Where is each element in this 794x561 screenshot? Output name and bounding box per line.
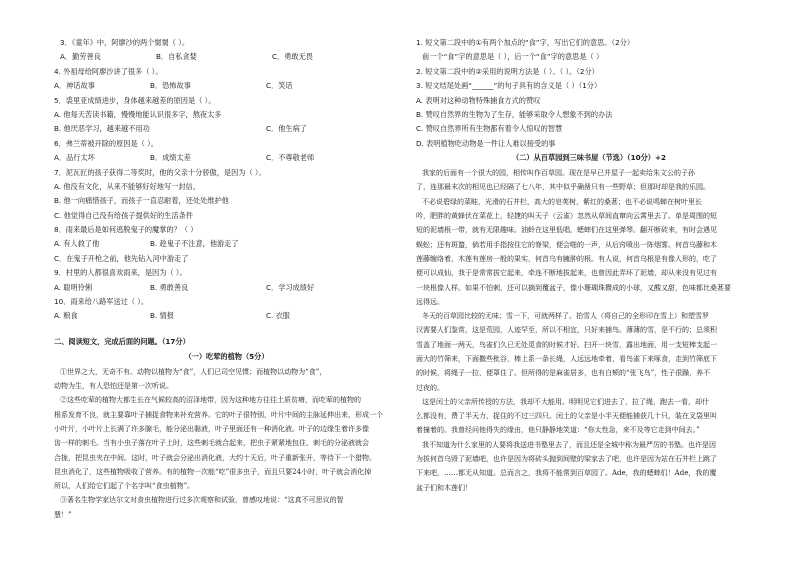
passage-line [54, 508, 399, 522]
right-question-3-option-b: B. 赞叹自然界的生物为了生存，能够采取令人想象不到的办法 [416, 109, 613, 119]
right-question-3-option-a: A. 表明对这种动物特殊捕食方式的赞叹 [416, 95, 541, 105]
passage-line: 了，连那最末次的相见也已经隔了七八年，其中似乎确凿只有一些野草；但那时却是我的乐园。 [416, 183, 710, 192]
passage-line: 动物为生，有人恐怕还是第一次听说。 [54, 382, 173, 391]
option-b: B．成绩太差 [150, 153, 191, 163]
question-5: 5．裘里亚成绩进步，身体越来越差的原因是（ ）。 [54, 95, 216, 105]
passage-line: 下来吧，……都无从知道。总而言之，我将不能常到百草园了。Ade，我的蟋蟀们！Ade，我的覆 [416, 469, 717, 478]
question-6: 6．弗兰蒂被开除的原因是（ ）。 [54, 138, 158, 148]
option-c: C. 衣服 [266, 311, 290, 321]
passage-line: 的时候，将绳子一拉，便罩住了。但所得的是麻雀居多，也有白颊的“张飞鸟”，性子很躁，养不 [416, 369, 711, 378]
passage-line: 着撞着的。我曾经问他得失的缘由，他只静静地笑道：“你太性急，来不及等它走到中间去。” [416, 426, 700, 435]
option-a: A. 聪明伶俐 [54, 282, 93, 292]
section-heading: 二、阅读短文，完成后面的问题。（17分） [54, 336, 190, 346]
right-question-3-option-c: C. 赞叹自然界所有生物都有着令人惊叹的智慧 [416, 124, 563, 134]
passage-line: 远得远。 [416, 297, 444, 306]
option-a: A．神话故事 [54, 81, 95, 91]
passage-line: 昆虫消化了，这些植物吸收了营养。有的植物一次能“吃”很多虫子，而且只要24小时，叶子就会消化掉 [54, 467, 372, 476]
passage-line: 面大的竹筛来，下面撒些秕谷，棒上系一条长绳，人远远地牵着，看鸟雀下来啄食，走到竹筛底下 [416, 354, 717, 363]
option-b: B. 趁鬼子不注意，他游走了 [150, 239, 239, 249]
right-question-2: 2. 短文第二段中的②采用的说明方法是（ ）、（ ）。（2分） [416, 66, 599, 76]
passage-line: 根系发育不良，就主要靠叶子捕捉食物来补充营养。它的叶子很特别，叶片中间的主脉延伸出来，形成一个 [54, 410, 383, 419]
option-c: C．学习成绩好 [266, 282, 315, 292]
left-column [54, 36, 399, 522]
option-c: C．不尊敬老师 [266, 153, 315, 163]
passage-line [54, 493, 399, 507]
right-question-3-option-d: D. 表明植物吃动物是一件让人难以接受的事 [416, 138, 556, 148]
passage-line: 为拔何首乌毁了泥墙吧，也许是因为将砖头抛到间壁的梁家去了吧，也许是因为站在石井栏上跳了 [416, 455, 717, 464]
question-5-options [54, 122, 399, 136]
question-7: 7．泥瓦匠的孩子获得二等奖时，他的父亲十分骄傲，是因为（ ）。 [54, 167, 266, 177]
question-8: 8．雨来最后是如何逃脱鬼子的魔掌的？（ ） [54, 225, 198, 235]
question-3: 3．《童年》中，阿廖沙的两个舅舅（ ）。 [60, 38, 190, 47]
passage-line: ②这些吃荤的植物大都生长在气候较高的沼泽地带，因为这种地方往往土质贫瘠，而吃荤的植物的 [60, 396, 361, 405]
passage-line: 我不知道为什么家里的人要将我送进书塾里去了，而且还是全城中称为最严厉的书塾。也许是因 [422, 440, 716, 449]
passage-body [54, 365, 399, 522]
passage-line: 短的泥墙根一带，就有无限趣味。油蛉在这里低唱，蟋蟀们在这里弹琴。翻开断砖来，有时会遇见 [416, 226, 717, 235]
passage-line: 这是闰土的父亲所传授的方法，我却不大能用。明明见它们进去了，拉了绳，跑去一看，却什 [422, 397, 709, 406]
option-a: A. 粮食 [54, 311, 78, 321]
passage-2-title: （二）从百草园到三味书屋（节选）（10分）+2 [512, 153, 666, 163]
passage-line: 汉需要人们鉴赏，这是荒园，人迹罕至，所以不相宜，只好来捕鸟。薄薄的雪，是不行的；总须积 [416, 326, 717, 335]
option-b: B. 他厌恶学习，越来越不用功 [54, 124, 150, 134]
option-a: A．勤劳善良 [60, 52, 101, 62]
option-c: C．笑话 [266, 81, 293, 91]
passage-line: 我家的后面有一个很大的园，相传叫作百草园。现在是早已并屋子一起卖给朱文公的子孙 [422, 169, 695, 178]
question-10-options [54, 309, 399, 323]
option-b: B．自私贪婪 [156, 52, 197, 62]
passage-line: 不必说碧绿的菜畦，光滑的石井栏，高大的皂荚树，紫红的桑葚；也不必说鸣蝉在树叶里长 [422, 197, 702, 206]
passage-line: 齿一样的刺毛。当有小虫子落在叶子上时，这些刺毛就合起来，把虫子紧紧地包住，刺毛的分泌液就会 [54, 439, 369, 448]
question-7-option-c: C. 他觉得自己没有给孩子提供好的生活条件 [54, 210, 193, 220]
passage-line: 合拢，把昆虫夹在中间。这时，叶子就会分泌出消化液，大约十天后，叶子重新张开，等待下一个猎物。 [54, 453, 376, 462]
question-3-options [54, 50, 399, 64]
question-4-options [54, 79, 399, 93]
option-b: B．恐怖故事 [150, 81, 191, 91]
passage-2-body [416, 166, 762, 495]
question-8-option-c: C．在鬼子开枪之前，他先钻入河中游走了 [54, 253, 189, 263]
right-question-1: 1. 短文第二段中的①有两个加点的“食”字，写出它们的意思。（2分） [416, 38, 635, 47]
question-6-options [54, 151, 399, 165]
question-10: 10．雨来给八路军送过（ ）。 [54, 297, 149, 307]
option-c: C．他生病了 [266, 124, 307, 134]
passage-title: （一）吃荤的植物（5分） [184, 351, 269, 361]
passage-line: 雪盖了地面一两天，鸟雀们久已无处觅食的时候才好。扫开一块雪，露出地面，用一支短棒支起一 [416, 340, 717, 349]
passage-line: 过夜的。 [416, 383, 444, 392]
passage-line: 冬天的百草园比较的无味；雪一下，可就两样了。拍雪人（将自己的全形印在雪上）和塑雪罗 [422, 312, 709, 321]
right-column [416, 36, 762, 495]
right-question-1-line: 前一个“食”字的意思是（ ），后一个“食”字的意思是（ ） [422, 52, 604, 62]
passage-line: 所以，人们给它们起了个名字叫“食虫植物”。 [54, 482, 195, 491]
passage-line: 莲藤缠络着，木莲有莲房一般的果实，何首乌有臃肿的根。有人说，何首乌根是有像人形的，吃了 [416, 254, 717, 263]
passage-line: 一块根像人样。如果不怕刺，还可以摘到覆盆子，像小珊瑚珠攒成的小球，又酸又甜，色味都比桑葚要 [416, 283, 731, 292]
passage-line: 盆子们和木莲们！ [416, 483, 472, 492]
question-8-options [54, 237, 399, 251]
question-5-option-a: A. 他每天苦读书籍，慢慢地能认识很多字，熬夜太多 [54, 109, 222, 119]
question-7-option-a: A. 他没有文化，从来不能够好好地写一封信。 [54, 181, 200, 191]
passage-line: 吟，肥胖的黄蜂伏在菜花上，轻捷的叫天子（云雀）忽然从草间直窜向云霄里去了。单是周围的短 [416, 212, 717, 221]
passage-line: 么都没有，费了半天力，捉住的不过三四只。闰土的父亲是小半天便能捕获几十只，装在叉袋里叫 [416, 412, 717, 421]
option-a: A. 有人救了他 [54, 239, 100, 249]
question-7-option-b: B. 他一向痛惜孩子，而孩子一直忍耐着，还处处维护他 [54, 196, 229, 206]
option-b: B. 勇敢善良 [150, 282, 189, 292]
right-question-3: 3. 短文结尾处画“______”的句子具有的含义是（ ）（1分） [416, 81, 602, 91]
underlined-quote: “这真不可思议的智 [284, 493, 344, 507]
option-b: B. 情报 [150, 311, 174, 321]
question-9: 9．村里的人都很喜欢雨来，是因为（ ）。 [54, 268, 187, 278]
option-c: C．勇敢无畏 [272, 52, 313, 62]
passage-text: ③著名生物学家达尔文对食虫植物进行过多次观察和试验，曾感叹地说： [60, 496, 284, 505]
question-4: 4. 外祖母给阿廖沙讲了很多（ ）。 [54, 66, 163, 76]
passage-line: 蜈蚣；还有斑蝥，倘若用手指按住它的脊梁，便会啪的一声，从后窍喷出一阵烟雾。何首乌藤和木 [416, 240, 717, 249]
passage-line: ①世界之大，无奇不有。动物以植物为“食”，人们已司空见惯；而植物以动物为“食”， [60, 367, 327, 376]
passage-line: 便可以成仙，我于是常常拔它起来，牵连不断地拔起来，也曾因此弄坏了泥墙，却从来没有见过有 [416, 269, 717, 278]
passage-line: 小叶片，小叶片上长满了许多腺毛，能分泌出黏液，叶子里面还有一种消化液。叶子的边缘生着许多像 [54, 425, 369, 433]
question-9-options [54, 281, 399, 295]
option-a: A．品行太坏 [54, 153, 95, 163]
underlined-quote-end: 慧！” [54, 508, 72, 522]
